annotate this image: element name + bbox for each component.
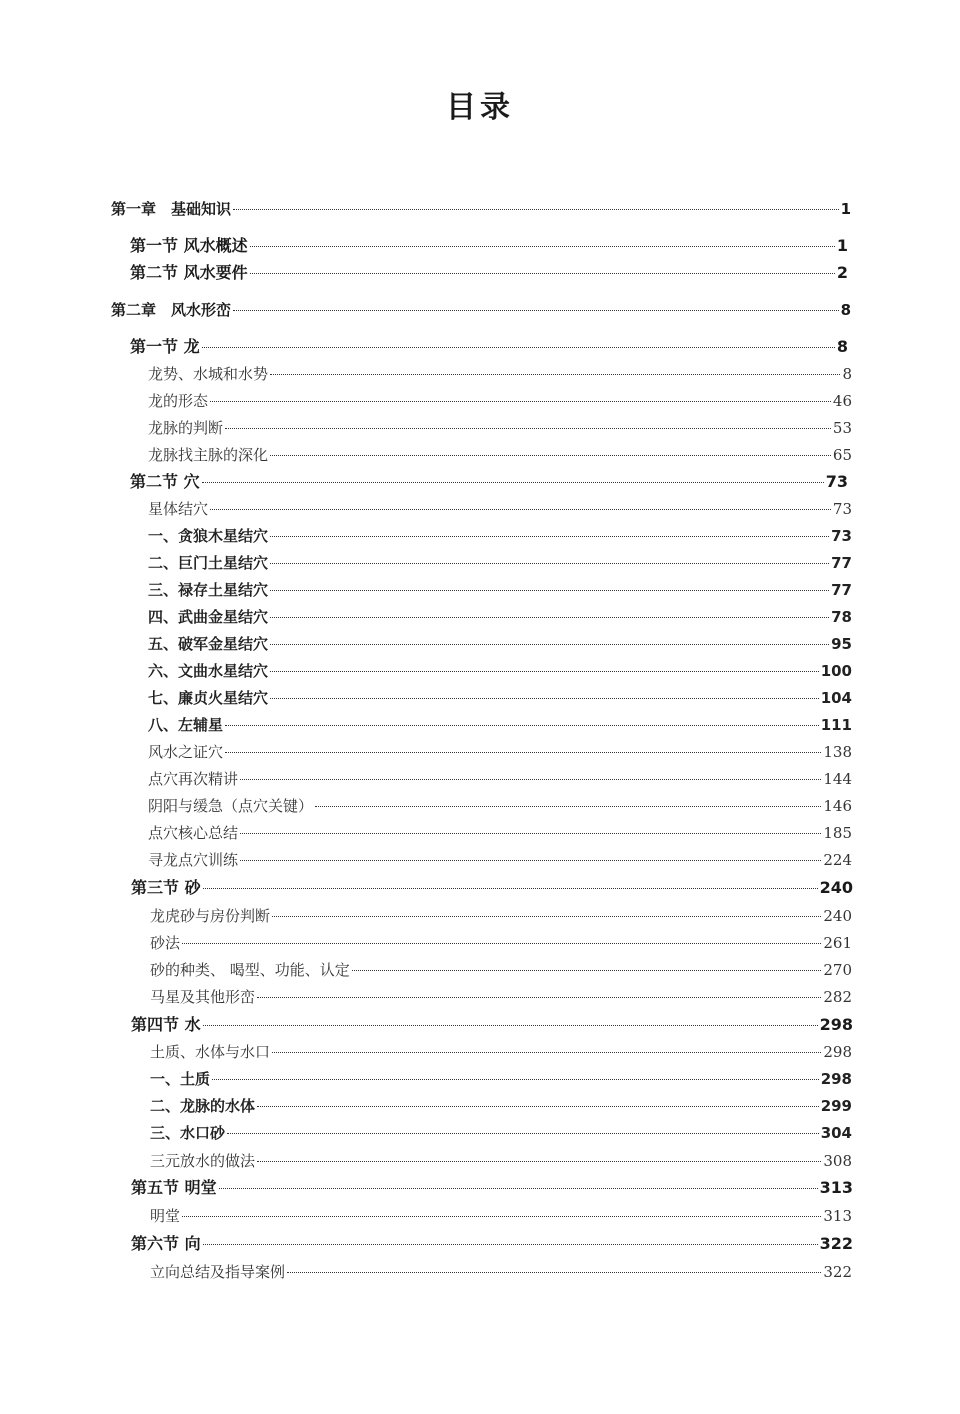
toc-page-number: 298 — [819, 1015, 853, 1034]
dot-leader — [270, 617, 829, 618]
toc-entry-title: 明堂 — [150, 1207, 181, 1225]
dot-leader — [287, 1272, 821, 1273]
toc-entry-title: 第二章 风水形峦 — [111, 301, 232, 319]
dot-leader — [227, 1133, 819, 1134]
toc-entry-title: 阴阳与缓急（点穴关键） — [148, 797, 314, 815]
toc-entry-title: 龙脉的判断 — [148, 419, 224, 437]
toc-section-entry — [131, 1177, 853, 1199]
dot-leader — [240, 860, 821, 861]
toc-subsection-entry — [148, 444, 852, 466]
toc-subsection-entry — [150, 1041, 852, 1063]
toc-subsection-entry — [148, 606, 852, 628]
toc-page-number: 299 — [820, 1097, 852, 1115]
dot-leader — [225, 725, 819, 726]
toc-entry-title: 龙的形态 — [148, 392, 209, 410]
toc-page-number: 95 — [831, 635, 852, 653]
toc-page-number: 298 — [823, 1043, 852, 1061]
toc-entry-title: 二、巨门土星结穴 — [148, 554, 269, 572]
toc-subsection-entry — [148, 660, 852, 682]
toc-page-number: 100 — [820, 662, 852, 680]
toc-entry-title: 点穴核心总结 — [148, 824, 239, 842]
toc-page-number: 104 — [820, 689, 852, 707]
toc-subsection-entry — [148, 849, 852, 871]
toc-page-number: 146 — [823, 797, 852, 815]
toc-entry-title: 三、水口砂 — [150, 1124, 226, 1142]
dot-leader — [203, 888, 818, 889]
dot-leader — [250, 246, 835, 247]
toc-subsection-entry — [148, 552, 852, 574]
toc-entry-title: 星体结穴 — [148, 500, 209, 518]
toc-entry-title: 第二节 穴 — [130, 472, 200, 491]
toc-subsection-entry — [150, 1122, 852, 1144]
dot-leader — [225, 752, 821, 753]
dot-leader — [272, 1052, 821, 1053]
dot-leader — [270, 698, 819, 699]
toc-page-number: 111 — [820, 716, 852, 734]
toc-entry-title: 砂法 — [150, 934, 181, 952]
toc-entry-title: 第一节 龙 — [130, 337, 200, 356]
toc-page-number: 78 — [831, 608, 852, 626]
dot-leader — [270, 671, 819, 672]
dot-leader — [212, 1079, 819, 1080]
toc-entry-title: 立向总结及指导案例 — [150, 1263, 286, 1281]
toc-subsection-entry — [150, 986, 852, 1008]
toc-entry-title: 砂的种类、 喝型、功能、认定 — [150, 961, 350, 979]
toc-page-number: 185 — [823, 824, 852, 842]
dot-leader — [240, 833, 821, 834]
dot-leader — [233, 310, 839, 311]
toc-entry-title: 三元放水的做法 — [150, 1152, 256, 1170]
toc-subsection-entry — [148, 498, 852, 520]
toc-section-entry — [131, 1014, 853, 1036]
toc-page-number: 65 — [832, 446, 852, 464]
toc-page-number: 322 — [819, 1234, 853, 1253]
toc-page-number: 304 — [820, 1124, 852, 1142]
toc-chapter-entry — [111, 299, 851, 321]
dot-leader — [250, 273, 835, 274]
dot-leader — [257, 997, 821, 998]
toc-subsection-entry — [150, 1150, 852, 1172]
dot-leader — [219, 1188, 818, 1189]
toc-subsection-entry — [148, 525, 852, 547]
toc-entry-title: 一、贪狼木星结穴 — [148, 527, 269, 545]
toc-section-entry — [130, 336, 848, 358]
toc-subsection-entry — [148, 417, 852, 439]
dot-leader — [202, 482, 824, 483]
toc-entry-title: 第六节 向 — [131, 1234, 201, 1253]
toc-entry-title: 八、左辅星 — [148, 716, 224, 734]
dot-leader — [352, 970, 822, 971]
dot-leader — [315, 806, 821, 807]
toc-page-number: 8 — [836, 337, 848, 356]
dot-leader — [270, 590, 829, 591]
toc-page-number: 53 — [832, 419, 852, 437]
page-title: 目录 — [446, 90, 514, 125]
toc-entry-title: 三、禄存土星结穴 — [148, 581, 269, 599]
dot-leader — [270, 644, 829, 645]
toc-page-number: 298 — [820, 1070, 852, 1088]
toc-page-number: 313 — [823, 1207, 852, 1225]
dot-leader — [272, 916, 821, 917]
toc-page-number: 224 — [823, 851, 852, 869]
toc-subsection-entry — [148, 633, 852, 655]
toc-entry-title: 第四节 水 — [131, 1015, 201, 1034]
toc-section-entry — [130, 235, 848, 257]
toc-page-number: 313 — [819, 1178, 853, 1197]
toc-page-number: 308 — [823, 1152, 852, 1170]
toc-entry-title: 第一节 风水概述 — [130, 236, 248, 255]
toc-subsection-entry — [150, 959, 852, 981]
toc-subsection-entry — [150, 1261, 852, 1283]
dot-leader — [233, 209, 839, 210]
toc-page-number: 138 — [823, 743, 852, 761]
toc-entry-title: 龙虎砂与房份判断 — [150, 907, 271, 925]
dot-leader — [240, 779, 821, 780]
toc-subsection-entry — [148, 363, 852, 385]
toc-page-number: 2 — [836, 263, 848, 282]
dot-leader — [210, 401, 831, 402]
toc-section-entry — [130, 262, 848, 284]
toc-subsection-entry — [148, 822, 852, 844]
dot-leader — [270, 536, 829, 537]
dot-leader — [210, 509, 831, 510]
toc-page-number: 144 — [823, 770, 852, 788]
toc-page-number: 240 — [823, 907, 852, 925]
toc-subsection-entry — [150, 1205, 852, 1227]
toc-entry-title: 龙脉找主脉的深化 — [148, 446, 269, 464]
toc-entry-title: 一、土质 — [150, 1070, 211, 1088]
toc-entry-title: 六、文曲水星结穴 — [148, 662, 269, 680]
toc-page-number: 73 — [825, 472, 848, 491]
toc-subsection-entry — [148, 390, 852, 412]
toc-section-entry — [130, 471, 848, 493]
toc-subsection-entry — [148, 687, 852, 709]
toc-entry-title: 第一章 基础知识 — [111, 200, 232, 218]
toc-subsection-entry — [148, 579, 852, 601]
toc-entry-title: 风水之证穴 — [148, 743, 224, 761]
toc-entry-title: 龙势、水城和水势 — [148, 365, 269, 383]
dot-leader — [203, 1244, 818, 1245]
toc-subsection-entry — [148, 795, 852, 817]
toc-page-number: 261 — [823, 934, 852, 952]
toc-entry-title: 土质、水体与水口 — [150, 1043, 271, 1061]
toc-page-number: 322 — [823, 1263, 852, 1281]
dot-leader — [270, 374, 840, 375]
dot-leader — [225, 428, 831, 429]
toc-page-number: 77 — [831, 554, 852, 572]
toc-entry-title: 五、破军金星结穴 — [148, 635, 269, 653]
toc-entry-title: 四、武曲金星结穴 — [148, 608, 269, 626]
toc-section-entry — [131, 1233, 853, 1255]
toc-page-number: 240 — [819, 878, 853, 897]
toc-subsection-entry — [150, 1068, 852, 1090]
toc-subsection-entry — [150, 932, 852, 954]
toc-entry-title: 七、廉贞火星结穴 — [148, 689, 269, 707]
toc-entry-title: 二、龙脉的水体 — [150, 1097, 256, 1115]
toc-page-number: 73 — [832, 500, 852, 518]
toc-entry-title: 第三节 砂 — [131, 878, 201, 897]
toc-subsection-entry — [150, 1095, 852, 1117]
dot-leader — [182, 943, 821, 944]
toc-entry-title: 第二节 风水要件 — [130, 263, 248, 282]
dot-leader — [257, 1106, 819, 1107]
toc-page-number: 73 — [831, 527, 852, 545]
dot-leader — [182, 1216, 821, 1217]
toc-page-number: 77 — [831, 581, 852, 599]
toc-subsection-entry — [150, 905, 852, 927]
dot-leader — [257, 1161, 821, 1162]
toc-entry-title: 第五节 明堂 — [131, 1178, 217, 1197]
toc-page-number: 1 — [836, 236, 848, 255]
toc-subsection-entry — [148, 741, 852, 763]
dot-leader — [202, 347, 835, 348]
toc-page-number: 270 — [823, 961, 852, 979]
toc-section-entry — [131, 877, 853, 899]
toc-subsection-entry — [148, 768, 852, 790]
dot-leader — [203, 1025, 818, 1026]
toc-page-number: 8 — [840, 301, 851, 319]
toc-subsection-entry — [148, 714, 852, 736]
toc-entry-title: 寻龙点穴训练 — [148, 851, 239, 869]
toc-entry-title: 马星及其他形峦 — [150, 988, 256, 1006]
dot-leader — [270, 455, 831, 456]
toc-page-number: 46 — [832, 392, 852, 410]
toc-page-number: 1 — [840, 200, 851, 218]
toc-page-number: 282 — [823, 988, 852, 1006]
toc-chapter-entry — [111, 198, 851, 220]
toc-entry-title: 点穴再次精讲 — [148, 770, 239, 788]
toc-page-number: 8 — [842, 365, 852, 383]
dot-leader — [270, 563, 829, 564]
